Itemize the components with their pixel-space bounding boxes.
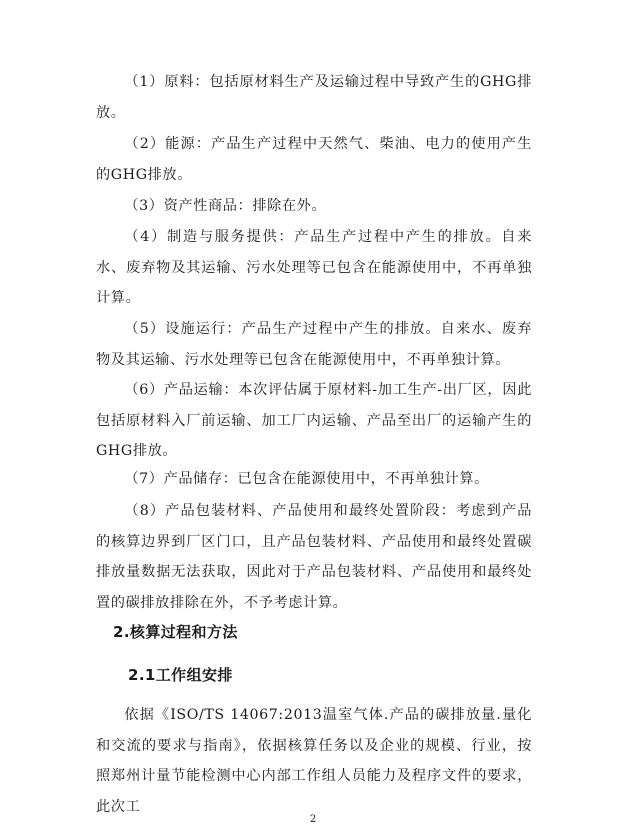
- subsection-heading: 2.1工作组安排: [128, 666, 233, 684]
- paragraph-raw-materials: （1）原料：包括原材料生产及运输过程中导致产生的GHG排放。: [96, 74, 532, 121]
- paragraph-working-group: 依据《ISO/TS 14067:2013温室气体.产品的碳排放量.量化和交流的要求与指南》，依据核算任务以及企业的规模、行业，按照郑州计量节能检测中心内部工作组人员能力及程序文件的要求，此次工: [96, 707, 532, 815]
- paragraph-transport: （6）产品运输：本次评估属于原材料-加工生产-出厂区，因此包括原材料入厂前运输、加工厂内运输、产品至出厂的运输产生的GHG排放。: [96, 382, 532, 459]
- paragraph-energy: （2）能源：产品生产过程中天然气、柴油、电力的使用产生的GHG排放。: [96, 136, 532, 183]
- paragraph-packaging-use-disposal: （8）产品包装材料、产品使用和最终处置阶段：考虑到产品的核算边界到厂区门口，且产品包装材料、产品使用和最终处置碳排放量数据无法获取，因此对于产品包装材料、产品使用和最终处置的碳排放排除在外，不予考虑计算。: [96, 503, 532, 611]
- paragraph-manufacturing: （4）制造与服务提供：产品生产过程中产生的排放。自来水、废弃物及其运输、污水处理等已包含在能源使用中，不再单独计算。: [96, 229, 532, 306]
- page-number: 2: [309, 814, 317, 825]
- section-heading: 2.核算过程和方法: [113, 623, 238, 641]
- paragraph-facility-operation: （5）设施运行：产品生产过程中产生的排放。自来水、废弃物及其运输、污水处理等已包含在能源使用中，不再单独计算。: [96, 321, 532, 368]
- paragraph-storage: （7）产品储存：已包含在能源使用中，不再单独计算。: [124, 471, 489, 487]
- paragraph-capital-goods: （3）资产性商品：排除在外。: [124, 198, 327, 214]
